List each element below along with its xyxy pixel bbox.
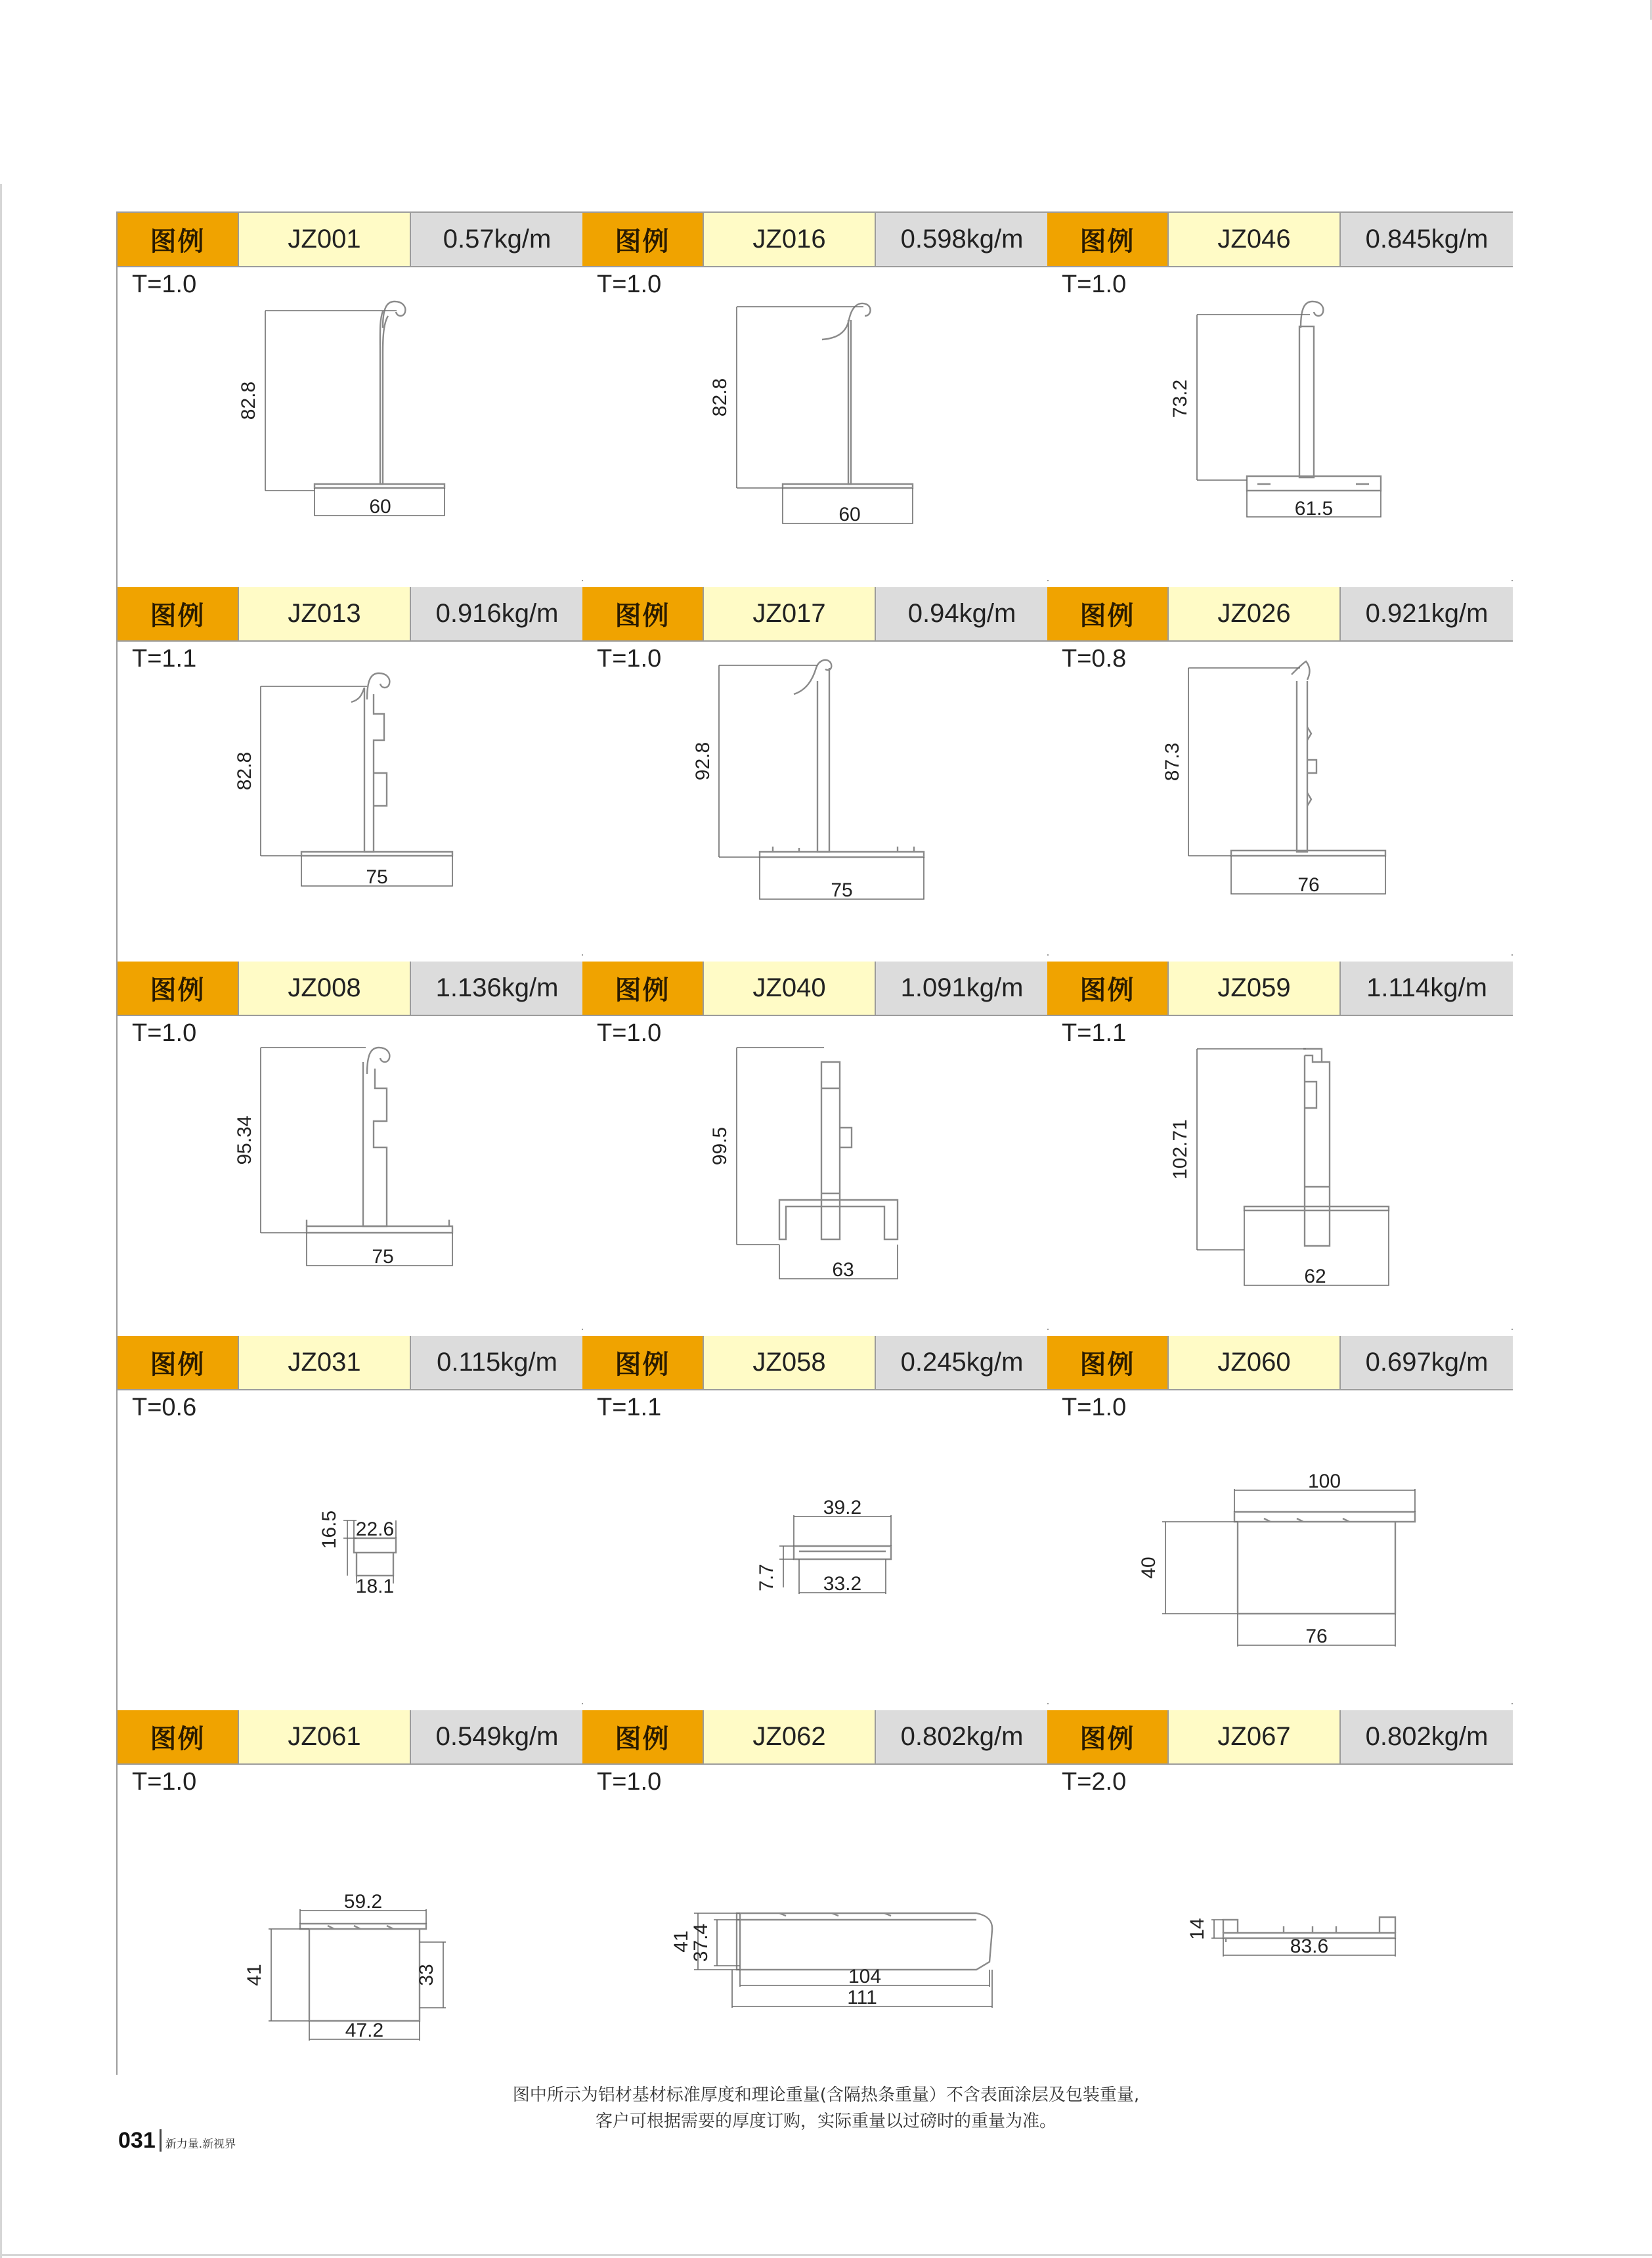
product-card: [1047, 587, 1513, 954]
dimension-label: 82.8: [238, 381, 259, 420]
wall-thickness: T=0.8: [1062, 645, 1127, 673]
profile-drawing: [582, 642, 1048, 954]
wall-thickness: T=0.6: [132, 1394, 197, 1421]
product-header: [118, 1336, 583, 1390]
profile-outline: [383, 301, 405, 328]
footnote-line: 图中所示为铝材基材标准厚度和理论重量(含隔热条重量）不含表面涂层及包装重量,: [512, 2085, 1140, 2105]
dimension-label: 99.5: [709, 1126, 731, 1166]
profile-outline: [1307, 760, 1316, 773]
profile-outline: [354, 1538, 396, 1553]
profile-outline: [848, 320, 851, 484]
profile-outline: [367, 1048, 389, 1074]
profile-outline: [357, 1553, 393, 1576]
dimension-label: 16.5: [318, 1510, 340, 1549]
product-header: [582, 1710, 1048, 1765]
product-header: [1047, 587, 1513, 642]
product-weight: 0.921kg/m: [1341, 587, 1513, 640]
dimension-label: 92.8: [692, 742, 714, 781]
legend-label: 图例: [1047, 1336, 1167, 1389]
dimension-label: 75: [372, 1246, 394, 1268]
legend-label: 图例: [582, 587, 703, 640]
product-card: [1047, 213, 1513, 580]
dimension-label: 40: [1138, 1557, 1160, 1579]
product-code: JZ067: [1167, 1710, 1341, 1763]
dimension-label: 75: [366, 866, 388, 888]
profile-outline: [309, 1929, 420, 2021]
product-header: [1047, 213, 1513, 267]
product-code: JZ001: [238, 213, 411, 266]
dimension-label: 87.3: [1162, 742, 1183, 782]
profile-drawing: [1047, 642, 1513, 954]
product-code: JZ059: [1167, 962, 1341, 1015]
dimension-label: 82.8: [234, 751, 255, 791]
product-weight: 0.845kg/m: [1341, 213, 1513, 266]
legend-label: 图例: [1047, 962, 1167, 1015]
profile-outline: [1234, 1512, 1415, 1522]
product-card: [582, 1710, 1048, 2077]
profile-drawing: [1047, 1016, 1513, 1329]
profile-outline: [1305, 1082, 1316, 1108]
profile-cross-section: [582, 642, 1048, 954]
dimension-label: 83.6: [1290, 1936, 1329, 1957]
product-weight: 0.802kg/m: [1341, 1710, 1513, 1763]
product-weight: 0.549kg/m: [411, 1710, 583, 1763]
product-code: JZ026: [1167, 587, 1341, 640]
product-header: [582, 962, 1048, 1016]
product-code: JZ008: [238, 962, 411, 1015]
dimension-label: 102.71: [1169, 1119, 1191, 1180]
dimension-label: 60: [838, 504, 861, 525]
dimension-label: 61.5: [1294, 498, 1334, 520]
dimension-label: 73.2: [1169, 379, 1191, 418]
dimension-label: 82.8: [709, 378, 731, 417]
product-card: [118, 587, 583, 954]
product-card: [1047, 1710, 1513, 2077]
profile-cross-section: [1047, 267, 1513, 580]
page-edge: [0, 184, 2, 2258]
profile-outline: [1303, 1049, 1322, 1062]
product-card: [1047, 1336, 1513, 1703]
profile-outline: [783, 484, 913, 488]
profile-outline: [1231, 851, 1385, 856]
product-header: [118, 962, 583, 1016]
footnote: [0, 2082, 1652, 2135]
dimension-label: 100: [1307, 1471, 1341, 1492]
wall-thickness: T=1.0: [1062, 271, 1127, 298]
product-weight: 0.598kg/m: [876, 213, 1048, 266]
profile-drawing: [118, 1765, 583, 2077]
product-code: JZ017: [703, 587, 876, 640]
product-weight: 1.136kg/m: [411, 962, 583, 1015]
wall-thickness: T=1.1: [1062, 1019, 1127, 1047]
product-card: [118, 1710, 583, 2077]
legend-label: 图例: [118, 587, 238, 640]
product-card: [118, 213, 583, 580]
profile-drawing: [582, 1390, 1048, 1703]
profile-outline: [1238, 1522, 1395, 1614]
profile-drawing: [118, 642, 583, 954]
product-code: JZ061: [238, 1710, 411, 1763]
profile-outline: [840, 1128, 852, 1147]
legend-label: 图例: [118, 1336, 238, 1389]
profile-cross-section: [582, 1016, 1048, 1329]
product-code: JZ062: [703, 1710, 876, 1763]
legend-label: 图例: [582, 1710, 703, 1763]
dimension-label: 76: [1305, 1626, 1328, 1647]
product-card: [582, 962, 1048, 1329]
legend-label: 图例: [118, 1710, 238, 1763]
legend-label: 图例: [1047, 1710, 1167, 1763]
product-card: [582, 587, 1048, 954]
folio-separator: [160, 2129, 162, 2152]
product-weight: 0.802kg/m: [876, 1710, 1048, 1763]
profile-cross-section: [118, 642, 583, 954]
profile-drawing: [582, 267, 1048, 580]
dimension-label: 111: [847, 1987, 877, 2008]
dimension-label: 60: [369, 496, 391, 518]
product-header: [118, 1710, 583, 1765]
footnote-line: 客户可根据需要的厚度订购，实际重量以过磅时的重量为准。: [595, 2112, 1056, 2131]
profile-outline: [822, 303, 871, 340]
profile-outline: [315, 484, 445, 488]
product-weight: 0.57kg/m: [411, 213, 583, 266]
dimension-label: 18.1: [355, 1576, 395, 1597]
dimension-label: 22.6: [355, 1518, 395, 1540]
dimension-label: 47.2: [345, 2020, 384, 2041]
page-number: 031: [118, 2128, 156, 2153]
profile-outline: [351, 688, 384, 852]
profile-drawing: [582, 1016, 1048, 1329]
profile-outline: [737, 1913, 976, 1970]
wall-thickness: T=1.0: [1062, 1394, 1127, 1421]
profile-outline: [1297, 681, 1307, 852]
product-card: [1047, 962, 1513, 1329]
dimension-label: 63: [832, 1259, 854, 1281]
dimension-label: 37.4: [690, 1923, 712, 1962]
dimension-label: 33.2: [823, 1573, 862, 1595]
dimension-label: 33: [416, 1964, 437, 1986]
wall-thickness: T=1.1: [597, 1394, 662, 1421]
profile-outline: [779, 1200, 898, 1239]
product-weight: 0.245kg/m: [876, 1336, 1048, 1389]
product-code: JZ046: [1167, 213, 1341, 266]
page-folio: [118, 2128, 236, 2154]
profile-cross-section: [1047, 1016, 1513, 1329]
product-card: [582, 213, 1048, 580]
page-edge: [0, 2254, 1652, 2256]
product-weight: 1.091kg/m: [876, 962, 1048, 1015]
product-weight: 0.697kg/m: [1341, 1336, 1513, 1389]
legend-label: 图例: [118, 213, 238, 266]
profile-cross-section: [118, 1765, 583, 2077]
profile-outline: [307, 1226, 452, 1233]
wall-thickness: T=1.0: [132, 1019, 197, 1047]
profile-outline: [1292, 661, 1310, 680]
profile-drawing: [1047, 1390, 1513, 1703]
product-code: JZ013: [238, 587, 411, 640]
product-weight: 0.115kg/m: [411, 1336, 583, 1389]
profile-outline: [363, 1062, 387, 1226]
dimension-label: 7.7: [756, 1564, 777, 1591]
product-header: [582, 1336, 1048, 1390]
wall-thickness: T=1.0: [132, 271, 197, 298]
legend-label: 图例: [582, 1336, 703, 1389]
dimension-label: 41: [244, 1964, 265, 1986]
profile-outline: [760, 852, 924, 857]
profile-outline: [1223, 1920, 1238, 1933]
profile-outline: [794, 1546, 891, 1559]
product-header: [582, 587, 1048, 642]
product-code: JZ016: [703, 213, 876, 266]
profile-outline: [367, 673, 389, 699]
product-card: [582, 1336, 1048, 1703]
product-code: JZ060: [1167, 1336, 1341, 1389]
profile-outline: [374, 773, 387, 806]
legend-label: 图例: [1047, 213, 1167, 266]
profile-drawing: [1047, 1765, 1513, 2077]
wall-thickness: T=1.0: [597, 1019, 662, 1047]
product-code: JZ031: [238, 1336, 411, 1389]
profile-outline: [737, 1913, 992, 1970]
legend-label: 图例: [582, 213, 703, 266]
profile-outline: [817, 668, 829, 852]
profile-cross-section: [1047, 1765, 1513, 2077]
wall-thickness: T=2.0: [1062, 1768, 1127, 1796]
product-weight: 0.94kg/m: [876, 587, 1048, 640]
product-header: [118, 213, 583, 267]
profile-cross-section: [582, 267, 1048, 580]
product-weight: 1.114kg/m: [1341, 962, 1513, 1015]
profile-outline: [300, 1924, 426, 1929]
dimension-label: 76: [1297, 874, 1320, 896]
profile-outline: [821, 1088, 840, 1193]
profile-cross-section: [1047, 1390, 1513, 1703]
profile-drawing: [118, 267, 583, 580]
product-card: [118, 962, 583, 1329]
dimension-label: 104: [848, 1966, 882, 1987]
wall-thickness: T=1.1: [132, 645, 197, 673]
profile-drawing: [1047, 267, 1513, 580]
product-code: JZ040: [703, 962, 876, 1015]
wall-thickness: T=1.0: [597, 1768, 662, 1796]
profile-outline: [1244, 1206, 1389, 1210]
wall-thickness: T=1.0: [597, 271, 662, 298]
profile-outline: [380, 311, 388, 484]
profile-cross-section: [582, 1390, 1048, 1703]
profile-outline: [1299, 326, 1314, 477]
dimension-label: 39.2: [823, 1497, 862, 1518]
product-header: [1047, 1336, 1513, 1390]
product-code: JZ058: [703, 1336, 876, 1389]
product-card: [118, 1336, 583, 1703]
wall-thickness: T=1.0: [132, 1768, 197, 1796]
legend-label: 图例: [1047, 587, 1167, 640]
product-header: [118, 587, 583, 642]
profile-outline: [301, 852, 452, 856]
profile-drawing: [118, 1016, 583, 1329]
dimension-label: 14: [1186, 1918, 1208, 1940]
dimension-label: 95.34: [234, 1115, 255, 1165]
profile-cross-section: [118, 1016, 583, 1329]
profile-outline: [307, 1220, 449, 1226]
legend-label: 图例: [582, 962, 703, 1015]
wall-thickness: T=1.0: [597, 645, 662, 673]
product-header: [1047, 1710, 1513, 1765]
dimension-label: 62: [1304, 1266, 1326, 1287]
product-header: [1047, 962, 1513, 1016]
dimension-label: 75: [831, 879, 853, 901]
product-header: [582, 213, 1048, 267]
legend-label: 图例: [118, 962, 238, 1015]
profile-cross-section: [1047, 642, 1513, 954]
profile-cross-section: [118, 1390, 583, 1703]
dimension-label: 59.2: [343, 1891, 383, 1913]
product-weight: 0.916kg/m: [411, 587, 583, 640]
profile-drawing: [118, 1390, 583, 1703]
dimension-label: 41: [670, 1930, 692, 1953]
profile-cross-section: [118, 267, 583, 580]
profile-cross-section: [582, 1765, 1048, 2077]
brand-slogan: 新力量.新视界: [165, 2138, 236, 2151]
profile-drawing: [582, 1765, 1048, 2077]
